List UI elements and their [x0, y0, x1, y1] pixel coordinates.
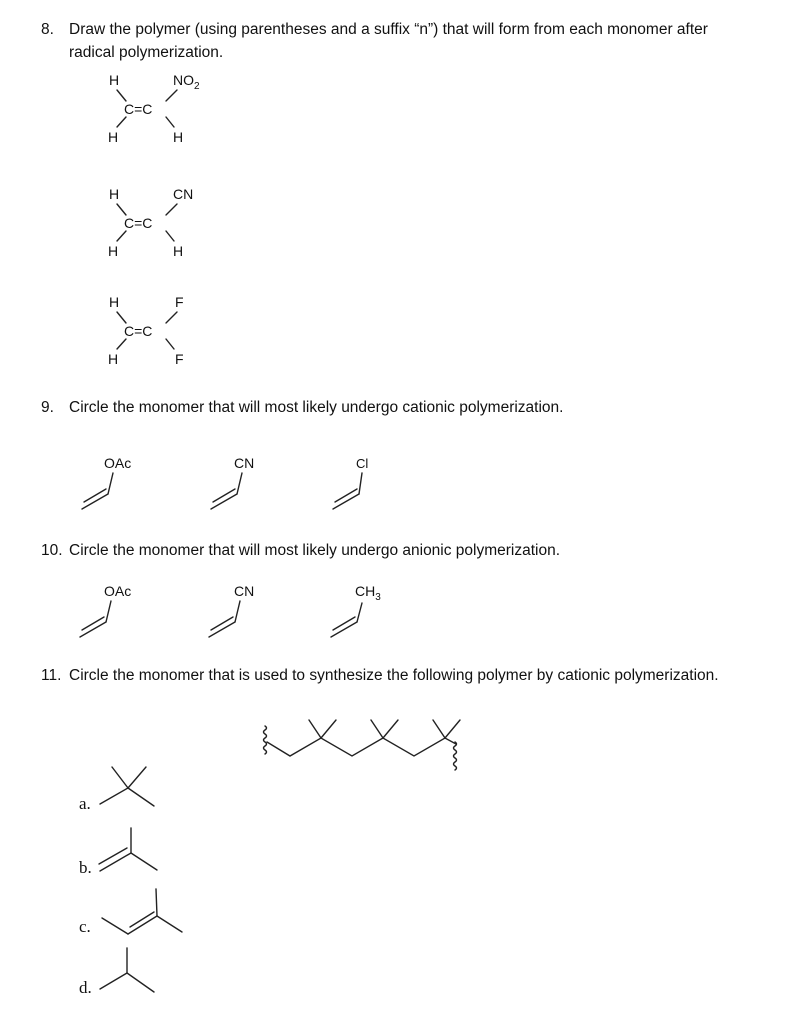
polymer-backbone [267, 738, 456, 756]
substituent-label: CN [234, 583, 255, 599]
option-b-structure[interactable] [99, 828, 157, 871]
double-bond [84, 489, 106, 502]
methyl-bond [433, 720, 445, 738]
methyl-bond [309, 720, 321, 738]
option-a-label: a. [79, 794, 91, 813]
bond [237, 473, 242, 494]
double-bond-label: C=C [124, 323, 153, 339]
substituent-label: OAc [104, 583, 132, 599]
q9-monomer-oac [82, 455, 131, 509]
bond [166, 231, 174, 241]
question-text-line2: radical polymerization. [69, 44, 224, 61]
question-number: 9. [41, 399, 54, 416]
q9-monomer-cn [211, 455, 254, 509]
wavy-end-right [454, 742, 457, 770]
atom-h-bottom-left: H [108, 129, 119, 145]
double-bond [213, 489, 235, 502]
q9-monomer-cl [333, 456, 368, 509]
bond [166, 312, 177, 323]
methyl-bond [383, 720, 398, 738]
atom-bottom-right: H [173, 243, 184, 259]
methyl-bond [321, 720, 336, 738]
double-bond [335, 489, 357, 502]
bond [357, 603, 362, 622]
bond [108, 473, 113, 494]
option-d-label: d. [79, 978, 92, 997]
option-c-label: c. [79, 917, 91, 936]
group-top-right: F [175, 294, 184, 310]
q10-monomer-ch3 [331, 583, 381, 637]
group-top-right: CN [173, 186, 194, 202]
bond [106, 601, 111, 622]
monomer-3-structure [108, 294, 184, 367]
option-d-structure[interactable] [100, 948, 154, 992]
bond [117, 90, 126, 101]
group-top-right: $NO_2$ [173, 72, 200, 92]
bond [166, 339, 174, 349]
methyl-bond [445, 720, 460, 738]
q11-polymer-structure [264, 720, 461, 770]
option-c-structure[interactable] [102, 889, 182, 934]
question-number: 8. [41, 21, 54, 38]
double-bond-label: C=C [124, 215, 153, 231]
bond [359, 473, 362, 494]
bond [117, 231, 126, 241]
atom-h-bottom-left: H [108, 351, 119, 367]
question-text: Circle the monomer that is used to synthesize the following polymer by cationic polymerization. [69, 667, 719, 684]
substituent-label: CN [234, 455, 255, 471]
atom-h-top-left: H [109, 294, 120, 310]
option-b-label: b. [79, 858, 92, 877]
double-bond-label: C=C [124, 101, 153, 117]
atom-bottom-right: H [173, 129, 184, 145]
substituent-label: $CH_3$ [355, 583, 381, 603]
bond [117, 204, 126, 215]
q10-monomer-oac [80, 583, 131, 637]
substituent-label: OAc [104, 455, 132, 471]
option-a-structure[interactable] [100, 767, 154, 806]
double-bond [82, 617, 104, 630]
monomer-1-structure [108, 72, 200, 145]
atom-bottom-right: F [175, 351, 184, 367]
bond [166, 117, 174, 127]
bond [166, 90, 177, 101]
atom-h-top-left: H [109, 186, 120, 202]
question-number: 10. [41, 542, 63, 559]
bond [117, 312, 126, 323]
atom-h-bottom-left: H [108, 243, 119, 259]
double-bond [333, 617, 355, 630]
bond [235, 601, 240, 622]
bond [117, 117, 126, 127]
double-bond [211, 617, 233, 630]
question-number: 11. [41, 667, 62, 684]
bond [117, 339, 126, 349]
q10-monomer-cn [209, 583, 254, 637]
methyl-bond [371, 720, 383, 738]
question-text-line1: Draw the polymer (using parentheses and a suffix “n”) that will form from each monomer after [69, 21, 708, 38]
question-text: Circle the monomer that will most likely undergo cationic polymerization. [69, 399, 564, 416]
monomer-2-structure [108, 186, 193, 259]
substituent-label: Cl [356, 456, 369, 471]
bond [166, 204, 177, 215]
wavy-end-left [264, 726, 267, 754]
atom-h-top-left: H [109, 72, 120, 88]
question-text: Circle the monomer that will most likely undergo anionic polymerization. [69, 542, 561, 559]
